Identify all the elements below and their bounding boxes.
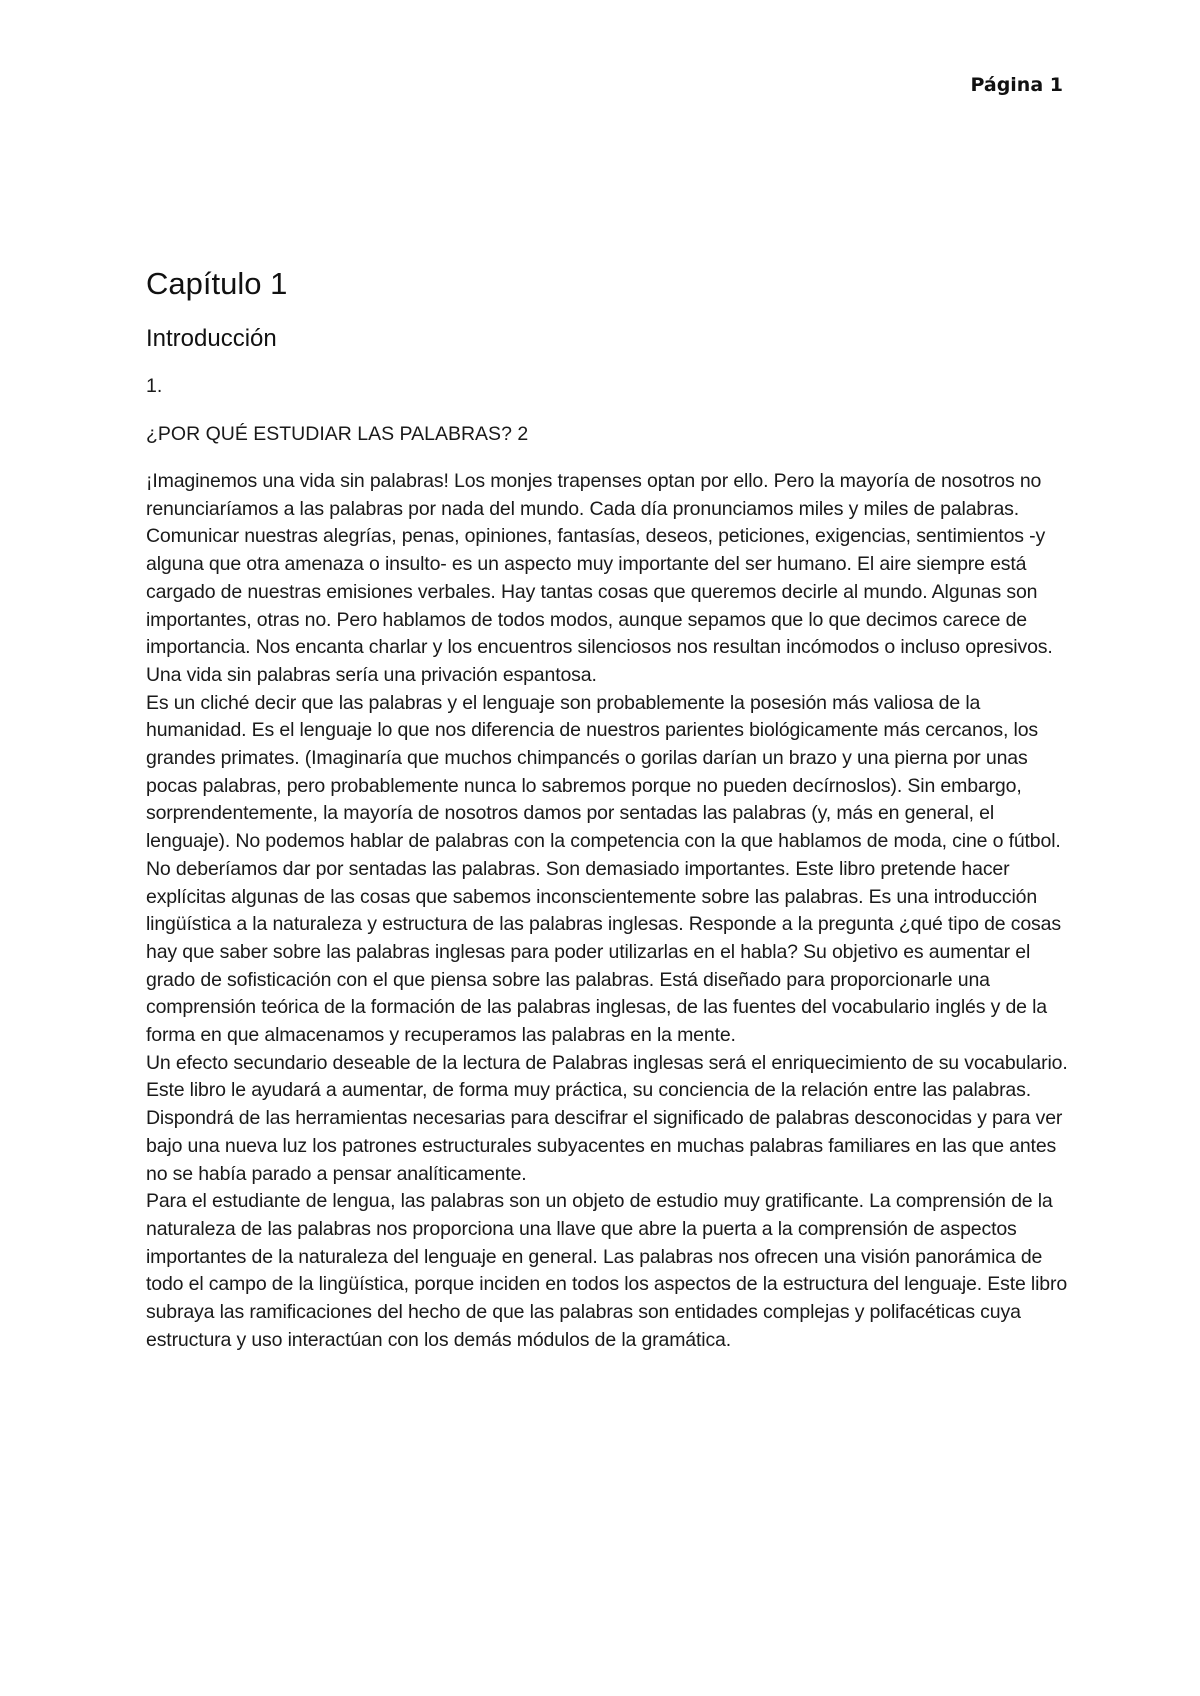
paragraph-6: Para el estudiante de lengua, las palabras son un objeto de estudio muy gratificante. La comprensión de la naturaleza de las palabras nos proporciona una llave que abre la puerta a la comprensión de aspectos importantes de la naturaleza del lenguaje en general. Las palabras nos ofrecen una visión panorámica de todo el campo de la lingüística, porque inciden en todos los aspectos de la estructura del lenguaje. Este libro subraya las ramificaciones del hecho de que las palabras son entidades complejas y polifacéticas cuya estructura y uso interactúan con los demás módulos de la gramática. — [146, 1190, 1068, 1351]
paragraph-2: Es un cliché decir que las palabras y el lenguaje son probablemente la posesión más valiosa de la humanidad. Es el lenguaje lo que nos diferencia de nuestros parientes biológicamente más cercanos, los grandes primates. (Imaginaría que muchos chimpancés o gorilas darían un brazo y una pierna por unas pocas palabras, pero probablemente nunca lo sabremos porque no pueden decírnoslos). Sin embargo, sorprendentemente, la mayoría de nosotros damos por sentadas las palabras (y, más en general, el lenguaje). No podemos hablar de palabras con la competencia con la que hablamos de moda, cine o fútbol. — [146, 691, 1061, 853]
paragraph-4: Un efecto secundario deseable de la lectura de Palabras inglesas será el enriquecimiento de su vocabulario. Este libro le ayudará a aumentar, de forma muy práctica, su conciencia de la relación entre las palabras. — [146, 1051, 1068, 1102]
section-title: Introducción — [146, 325, 277, 352]
body-text — [146, 468, 1076, 1355]
page-content — [146, 266, 1076, 1355]
chapter-title: Capítulo 1 — [146, 266, 288, 301]
paragraph-1: ¡Imaginemos una vida sin palabras! Los monjes trapenses optan por ello. Pero la mayoría de nosotros no renunciaríamos a las palabras por nada del mundo. Cada día pronunciamos miles y miles de palabras. Comunicar nuestras alegrías, penas, opiniones, fantasías, deseos, peticiones, exigencias, sentimientos -y alguna que otra amenaza o insulto- es un aspecto muy importante del ser humano. El aire siempre está cargado de nuestras emisiones verbales. Hay tantas cosas que queremos decirle al mundo. Algunas son importantes, otras no. Pero hablamos de todos modos, aunque sepamos que lo que decimos carece de importancia. Nos encanta charlar y los encuentros silenciosos nos resultan incómodos o incluso opresivos. Una vida sin palabras sería una privación espantosa. — [146, 470, 1053, 686]
question-heading: ¿POR QUÉ ESTUDIAR LAS PALABRAS? 2 — [146, 423, 529, 445]
item-number: 1. — [146, 375, 163, 397]
paragraph-5: Dispondrá de las herramientas necesarias para descifrar el significado de palabras desconocidas y para ver bajo una nueva luz los patrones estructurales subyacentes en muchas palabras familiares en las que antes no se había parado a pensar analíticamente. — [146, 1107, 1063, 1185]
page-number: Página 1 — [970, 74, 1063, 96]
paragraph-3: No deberíamos dar por sentadas las palabras. Son demasiado importantes. Este libro pretende hacer explícitas algunas de las cosas que sabemos inconscientemente sobre las palabras. Es una introducción lingüística a la naturaleza y estructura de las palabras inglesas. Responde a la pregunta ¿qué tipo de cosas hay que saber sobre las palabras inglesas para poder utilizarlas en el habla? Su objetivo es aumentar el grado de sofisticación con el que piensa sobre las palabras. Está diseñado para proporcionarle una comprensión teórica de la formación de las palabras inglesas, de las fuentes del vocabulario inglés y de la forma en que almacenamos y recuperamos las palabras en la mente. — [146, 857, 1061, 1047]
